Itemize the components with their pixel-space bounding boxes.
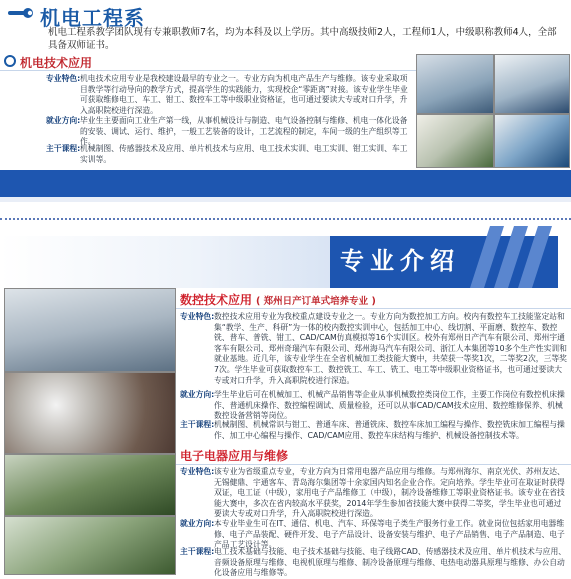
dotted-divider <box>0 218 571 220</box>
row-text: 机械制图、传感器技术及应用、单片机技术与应用、电工技术实训、电工实训、钳工实训、车工实训等。 <box>80 144 408 164</box>
section-title-cnc: 数控技术应用 <box>180 293 253 307</box>
section-subtitle-cnc: ( 郑州日产订单式培养专业 ) <box>256 296 376 307</box>
divider-stripe <box>0 170 571 197</box>
row-label: 专业特色: <box>180 467 215 476</box>
row-text: 机械制图、机械常识与钳工、普通车床、普通铣床、数控车床加工编程与操作、数控铣床加工编程与操作、加工中心编程与操作、CAD/CAM应用、数控车床结构与维护、机械设备控制技术等。 <box>214 420 565 440</box>
intro-text: 机电工程系教学团队现有专兼职教师7名，均为本科及以上学历。其中高级技师2人，工程师1人，中级职称教师4人，全部具备双师证书。 <box>48 27 557 51</box>
photo-workshop-2 <box>494 54 570 114</box>
section3-row-feature <box>180 467 568 521</box>
banner-fade <box>0 236 330 288</box>
row-text: 该专业为省级重点专业，专业方向为日常用电器产品应用与维修。与郑州海尔、南京光伏、苏州友达、无锡健鼎、宇通客车、青岛海尔集团等十余家国内知名企业合作。定向培养。学生毕业可在取证时获得双证，电工证（中级），家用电子产品维修工（中级），制冷设备维修工等职业资格证书。该专业在省技能大赛中，多次在省内较高水平获奖，2014年学生参加省技能大赛中获得二等奖，学生毕业也可通过要读大专或对口升学，升入高职院校进行深造。 <box>214 467 565 519</box>
section3-row-career <box>180 519 568 549</box>
section2-row-courses <box>180 420 568 446</box>
photo-students-training <box>4 454 176 516</box>
wrench-icon <box>6 3 34 23</box>
row-text: 电工技术基础与技能、电子技术基础与技能、电子线路CAD、传感器技术及应用、单片机技术与应用、音频设备原理与维修、电视机原理与维修、制冷设备原理与维修、电热电动器具原理与维修、办公自动化设备应用与维修等。 <box>214 547 567 578</box>
banner-title: 专业介绍 <box>340 246 460 275</box>
section1-row-courses <box>46 144 412 168</box>
row-label: 就业方向: <box>180 390 215 399</box>
row-label: 专业特色: <box>180 312 215 321</box>
section3-row-courses <box>180 547 568 578</box>
row-text: 数控技术应用专业为我校重点建设专业之一。专业方向为数控加工方向。校内有数控车工技能鉴定站和集“教学、生产、科研”为一体的校内数控实训中心，包括加工中心、线切割、平面磨、数控车、数控铣、普车、普铣、钳工、CAD/CAM仿真模拟等16个实训区。校外有郑州日产汽车有限公司、郑州宇通客车有限公司、郑州奇瑞汽车有限公司、郑州海马汽车有限公司、浙江人本集团等10多个生产性实训和就业基地。近几年，该专业学生在全省机械加工类技能大赛中，共荣获一等奖1次，二等奖2次，三等奖7次。学生毕业可获取数控车工、数控铣工、车工、铣工、电工等中级职业资格证书，也可通过要读大专或对口升学，升入高职院校进行深造。 <box>214 312 567 385</box>
photo-cnc-workshop <box>4 288 176 372</box>
gear-icon <box>4 55 16 67</box>
row-label: 主干课程: <box>46 144 81 153</box>
row-label: 主干课程: <box>180 420 215 429</box>
photo-workshop-1 <box>416 54 494 114</box>
banner-stripes <box>470 226 560 288</box>
photo-electronics-lab <box>4 516 176 575</box>
row-label: 专业特色: <box>46 74 81 83</box>
section2-row-feature <box>180 312 568 386</box>
row-text: 机电技术应用专业是我校建设最早的专业之一。专业方向为机电产品生产与维修。该专业采取项目教学等行动导向的教学方式，提高学生的实践能力，实现校企“零距离”对接。该专业学生毕业可获取维修电工、车工、钳工、数控车工等中级职业资格证，也可通过要读大专或对口升学，升入高职院校进行深造。 <box>80 74 408 115</box>
page-title: 机电工程系 <box>40 6 145 30</box>
section1-row-feature <box>46 74 412 114</box>
row-label: 就业方向: <box>46 116 81 125</box>
row-text: 毕业生主要面向工业生产第一线，从事机械设计与制造、电气设备控制与维修、机电一体化设备的安装、调试、运行、维护，一般工艺装备的设计，工艺流程的制定，车间一级的生产组织等工作。 <box>80 116 408 147</box>
section-title-electronics: 电子电器应用与维修 <box>180 449 289 463</box>
row-label: 就业方向: <box>180 519 215 528</box>
photo-machined-parts <box>4 372 176 454</box>
row-label: 主干课程: <box>180 547 215 556</box>
divider-stripe-light <box>0 197 571 202</box>
row-text: 学生毕业后可在机械加工、机械产品销售等企业从事机械数控类岗位工作，主要工作岗位有数控机床操作、普通机床操作、数控编程调试、质量检验，还可以从事CAD/CAM技术应用、数控维修保养、机械数控设备营销等岗位。 <box>214 390 565 421</box>
photo-lab-2 <box>494 114 570 168</box>
photo-lab-1 <box>416 114 494 168</box>
section2-row-career <box>180 390 568 420</box>
row-text: 本专业毕业生可在IT、通信、机电、汽车、环保等电子类生产服务行业工作。就业岗位包括家用电器维修、电子产品装配、硬件开发、电子产品设计、设备安装与维护、电子产品销售、电子产品制造、电子产品工艺设计等。 <box>214 519 565 550</box>
section-title-mechatronics: 机电技术应用 <box>20 56 93 70</box>
